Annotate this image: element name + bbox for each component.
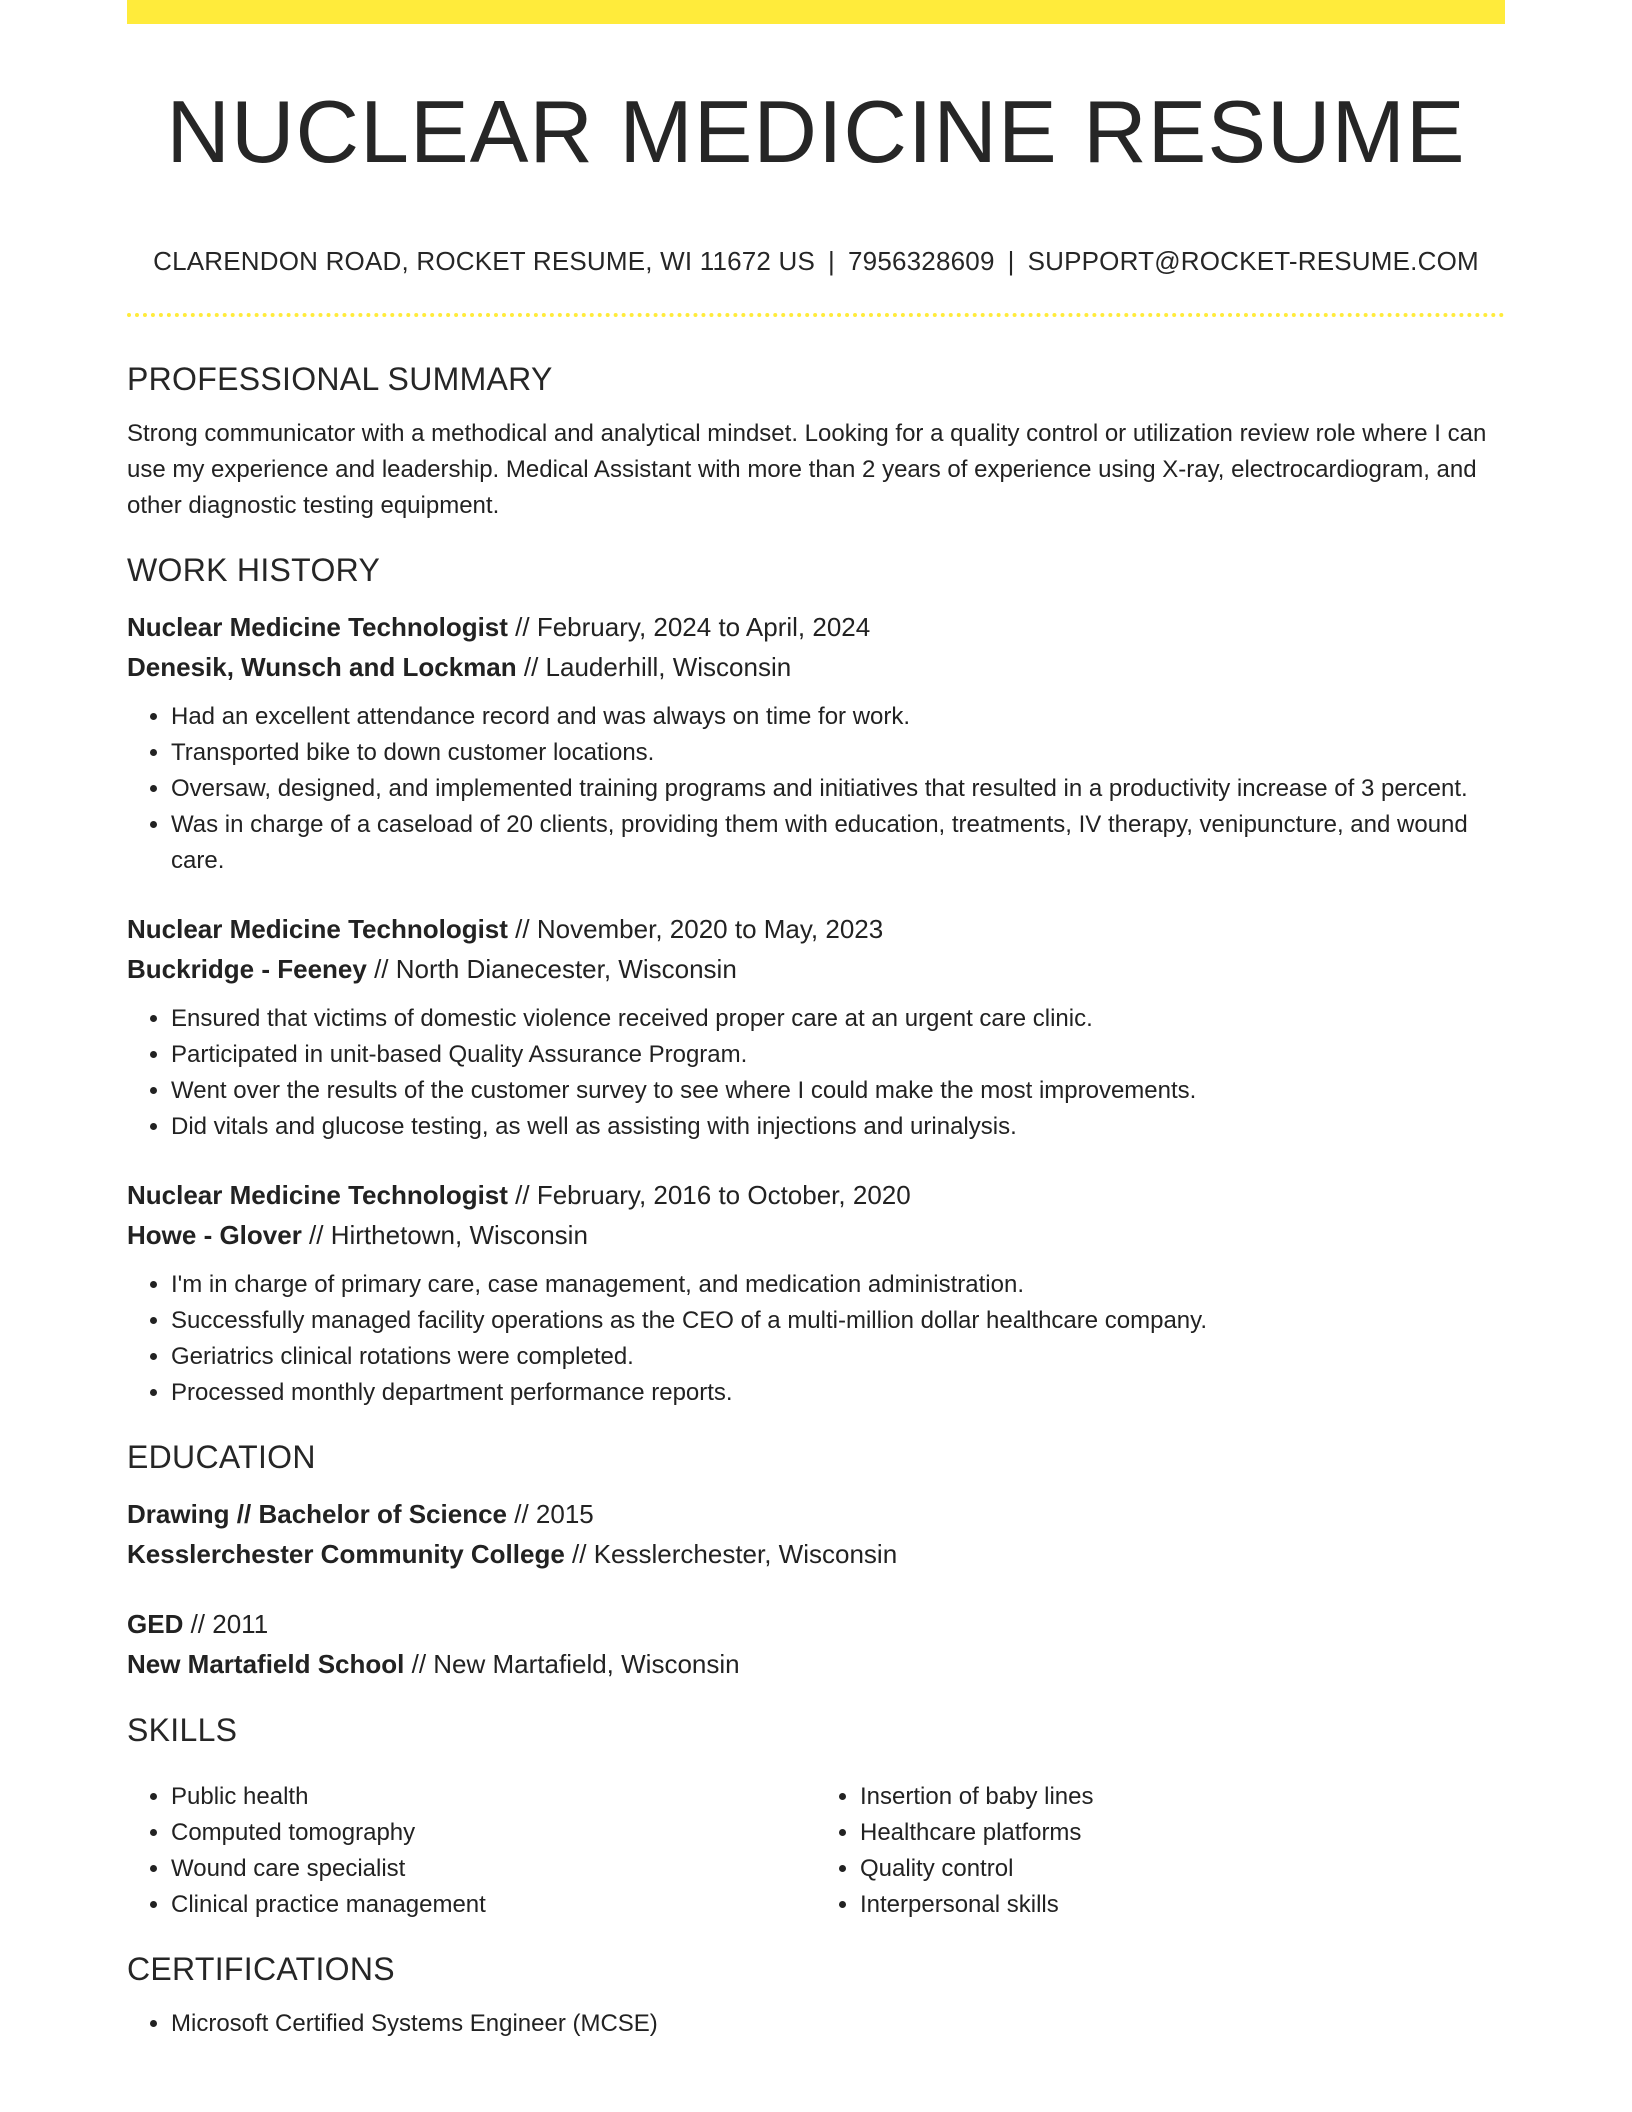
list-item: • Interpersonal skills (860, 1887, 1505, 1923)
job-title: Nuclear Medicine Technologist (127, 1180, 508, 1211)
list-item: • Went over the results of the customer survey to see where I could make the most improvements. (171, 1073, 1505, 1109)
job-dates: // February, 2016 to October, 2020 (507, 1180, 911, 1211)
skills-list-right (816, 1779, 1505, 1923)
resume-page (127, 0, 1505, 2042)
skills-list-left (127, 1779, 816, 1923)
phone: 7956328609 (848, 246, 995, 277)
list-item: • Wound care specialist (171, 1851, 816, 1887)
list-item: • Ensured that victims of domestic violence received proper care at an urgent care clinic. (171, 1001, 1505, 1037)
job-title: Nuclear Medicine Technologist (127, 612, 508, 643)
list-item: • I'm in charge of primary care, case management, and medication administration. (171, 1267, 1505, 1303)
job-location: // North Dianecester, Wisconsin (366, 954, 737, 985)
job-location: // Hirthetown, Wisconsin (301, 1220, 588, 1251)
certifications-section (127, 1951, 1505, 2042)
school-location: // New Martafield, Wisconsin (404, 1649, 740, 1680)
job-company-line (127, 647, 1505, 687)
list-item: • Oversaw, designed, and implemented training programs and initiatives that resulted in a productivity increase of 3 percent. (171, 771, 1505, 807)
address: CLARENDON ROAD, ROCKET RESUME, WI 11672 US (153, 246, 816, 277)
education-entry (127, 1494, 1505, 1574)
job-bullets (127, 1267, 1505, 1411)
list-item: • Did vitals and glucose testing, as well as assisting with injections and urinalysis. (171, 1109, 1505, 1145)
education-entry (127, 1604, 1505, 1684)
education-section (127, 1439, 1505, 1684)
job-company-line (127, 949, 1505, 989)
list-item: • Successfully managed facility operations as the CEO of a multi-million dollar healthcare company. (171, 1303, 1505, 1339)
school-line (127, 1644, 1505, 1684)
email: SUPPORT@ROCKET-RESUME.COM (1027, 246, 1479, 277)
school: Kesslerchester Community College (127, 1539, 565, 1570)
list-item: • Was in charge of a caseload of 20 clients, providing them with education, treatments, IV therapy, venipuncture, and wound care. (171, 807, 1505, 879)
section-heading: SKILLS (127, 1712, 238, 1749)
certifications-list (127, 2006, 1505, 2042)
list-item: • Public health (171, 1779, 816, 1815)
job-title-line (127, 607, 1505, 647)
contact-line (127, 246, 1505, 277)
job-bullets (127, 1001, 1505, 1145)
list-item: • Had an excellent attendance record and was always on time for work. (171, 699, 1505, 735)
section-heading: WORK HISTORY (127, 552, 381, 589)
school-location: // Kesslerchester, Wisconsin (564, 1539, 898, 1570)
list-item: • Processed monthly department performance reports. (171, 1375, 1505, 1411)
degree: Drawing // Bachelor of Science (127, 1499, 507, 1530)
list-item: • Computed tomography (171, 1815, 816, 1851)
accent-bar (127, 0, 1505, 24)
list-item: • Quality control (860, 1851, 1505, 1887)
list-item: • Geriatrics clinical rotations were completed. (171, 1339, 1505, 1375)
school: New Martafield School (127, 1649, 405, 1680)
summary-text: Strong communicator with a methodical and analytical mindset. Looking for a quality control or utilization review role where I can use my experience and leadership. Medical Assistant with more than 2 years of experience using X-ray, electrocardiogram, and other diagnostic testing equipment. (127, 420, 1487, 520)
work-history-section (127, 552, 1505, 1411)
contact-separator: | (1007, 246, 1015, 277)
header-divider (127, 313, 1505, 317)
skills-section (127, 1712, 1505, 1923)
job-title-line (127, 909, 1505, 949)
list-item: • Microsoft Certified Systems Engineer (MCSE) (171, 2006, 1505, 2042)
job-company: Denesik, Wunsch and Lockman (127, 652, 517, 683)
job-entry (127, 909, 1505, 1145)
job-entry (127, 1175, 1505, 1411)
list-item: • Clinical practice management (171, 1887, 816, 1923)
job-dates: // November, 2020 to May, 2023 (507, 914, 884, 945)
list-item: • Participated in unit-based Quality Assurance Program. (171, 1037, 1505, 1073)
degree-year: // 2011 (183, 1609, 269, 1640)
job-company: Buckridge - Feeney (127, 954, 367, 985)
job-title: Nuclear Medicine Technologist (127, 914, 508, 945)
degree-line (127, 1604, 1505, 1644)
contact-separator: | (828, 246, 835, 277)
job-location: // Lauderhill, Wisconsin (516, 652, 792, 683)
job-entry (127, 607, 1505, 879)
skills-columns (127, 1767, 1505, 1923)
job-title-line (127, 1175, 1505, 1215)
section-heading: PROFESSIONAL SUMMARY (127, 361, 553, 398)
degree: GED (127, 1609, 184, 1640)
resume-title: NUCLEAR MEDICINE RESUME (166, 82, 1466, 181)
job-bullets (127, 699, 1505, 879)
list-item: • Insertion of baby lines (860, 1779, 1505, 1815)
job-company: Howe - Glover (127, 1220, 302, 1251)
degree-year: // 2015 (507, 1499, 594, 1530)
section-heading: EDUCATION (127, 1439, 316, 1476)
degree-line (127, 1494, 1505, 1534)
section-heading: CERTIFICATIONS (127, 1951, 395, 1988)
school-line (127, 1534, 1505, 1574)
job-dates: // February, 2024 to April, 2024 (507, 612, 871, 643)
job-company-line (127, 1215, 1505, 1255)
list-item: • Transported bike to down customer locations. (171, 735, 1505, 771)
summary-section (127, 361, 1505, 524)
list-item: • Healthcare platforms (860, 1815, 1505, 1851)
